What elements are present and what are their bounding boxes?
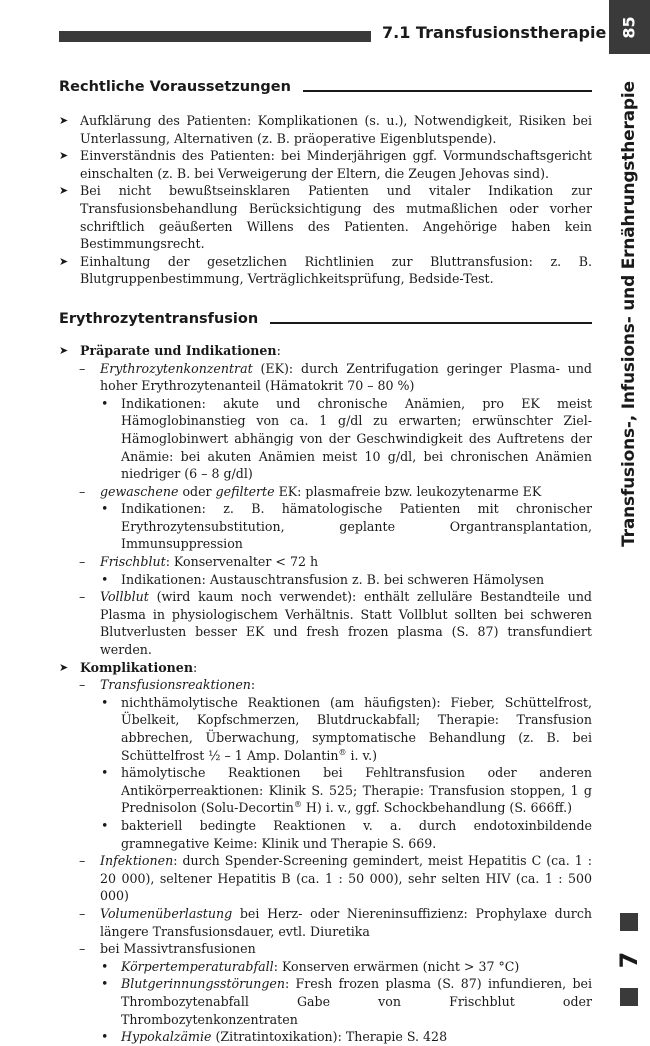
page-number: 85 (619, 15, 639, 39)
list-item: • Indikationen: Austauschtransfusion z. B. bei schweren Hämolysen (101, 571, 545, 587)
dash-marker: – (79, 483, 86, 499)
chapter-side-title: Transfusions-, Infusions- und Ernährungstherapie (619, 81, 639, 547)
bullet-marker: • (101, 1029, 109, 1045)
list-item: – Transfusionsreaktionen: (79, 677, 256, 693)
bullet-marker: • (101, 501, 109, 517)
bullet-marker: • (101, 958, 109, 974)
list-item: • Körpertemperaturabfall: Konserven erwärmen (nicht > 37 °C) (101, 958, 520, 974)
arrow-marker-icon: ➤ (59, 660, 69, 674)
list-item: • Indikationen: z. B. hämatologische Patienten mit chronischer Erythrozytensubstitution, geplante Organtransplantation, Immunsuppression (101, 501, 592, 552)
chapter-number: 7 (615, 951, 643, 969)
list-item: ➤ Präparate und Indikationen: (59, 342, 281, 358)
list-item: – Erythrozytenkonzentrat (EK): durch Zentrifugation geringer Plasma- und hoher Erythrozytenanteil (Hämatokrit 70 – 80 %) (79, 360, 592, 394)
section-title: Erythrozytentransfusion (59, 310, 259, 327)
arrow-marker-icon: ➤ (59, 254, 69, 268)
header-rule (59, 31, 371, 42)
arrow-marker-icon: ➤ (59, 114, 69, 127)
section-title: Rechtliche Voraussetzungen (59, 79, 291, 95)
running-header-title: 7.1 Transfusionstherapie (382, 23, 607, 42)
section-heading (59, 76, 592, 98)
list-item: ➤ Bei nicht bewußtseinsklaren Patienten und vitaler Indikation zur Transfusionsbehandlung Berücksichtigung des mutmaßlichen oder vorher schriftlich geäußerten Willens des Patienten. Angehörige haben kein Bestimmungsrecht. (59, 183, 592, 252)
list-item: ➤ Einhaltung der gesetzlichen Richtlinien zur Bluttransfusion: z. B. Blutgruppenbestimmung, Verträglichkeitsprüfung, Bedside-Test. (59, 253, 592, 287)
page-number-tab (609, 0, 650, 54)
section-rule (270, 322, 592, 324)
dash-marker: – (79, 589, 86, 605)
list-item: • hämolytische Reaktionen bei Fehltransfusion oder anderen Antikörperreaktionen: Klinik S. 525; Therapie: Transfusion stoppen, 1 g Prednisolon (Solu-Decortin® H) i. v., ggf. Schockbehandlung (S. 666ff.) (101, 765, 592, 816)
arrow-marker-icon: ➤ (59, 149, 69, 163)
bullet-marker: • (101, 817, 109, 833)
list-item: ➤ Komplikationen: (59, 659, 198, 675)
section-rule (303, 90, 592, 92)
list-item: – Frischblut: Konservenalter < 72 h (79, 554, 319, 570)
bullet-marker: • (101, 976, 109, 992)
list-item: – bei Massivtransfusionen (79, 941, 256, 957)
bullet-marker: • (101, 694, 109, 710)
page-content (59, 76, 592, 1046)
dash-marker: – (79, 853, 86, 869)
chapter-marker-square-bottom (620, 988, 638, 1006)
list-item: • Indikationen: akute und chronische Anämien, pro EK meist Hämoglobinanstieg von ca. 1 g/dl zu erwarten; erwünschter Ziel-Hämoglobinwert abhängig von der Geschwindigkeit des Auftretens der Anämie: bei akuten Anämien meist 10 g/dl, bei chronischen Anämien niedriger (6 – 8 g/dl) (101, 395, 592, 482)
arrow-marker-icon: ➤ (59, 343, 69, 357)
list-item: • nichthämolytische Reaktionen (am häufigsten): Fieber, Schüttelfrost, Übelkeit, Kopfschmerzen, Blutdruckabfall; Therapie: Transfusion abbrechen, Überwachung, symptomatische Behandlung (z. B. bei Schüttelfrost ½ – 1 Amp. Dolantin® i. v.) (101, 694, 592, 763)
list-item: • Blutgerinnungsstörungen: Fresh frozen plasma (S. 87) infundieren, bei Thrombozytenabfall Gabe von Frischblut oder Thrombozytenkonzentraten (101, 976, 592, 1027)
dash-marker: – (79, 677, 86, 693)
list-item: • bakteriell bedingte Reaktionen v. a. durch endotoxinbildende gramnegative Keime: Klinik und Therapie S. 669. (101, 817, 592, 851)
list-item: ➤ Einverständnis des Patienten: bei Minderjährigen ggf. Vormundschaftsgericht einschalten (z. B. bei Verweigerung der Eltern, die Zeugen Jehovas sind). (59, 148, 592, 181)
list-item: – gewaschene oder gefilterte EK: plasmafreie bzw. leukozytenarme EK (79, 483, 542, 499)
section-heading (59, 308, 592, 330)
dash-marker: – (79, 941, 86, 957)
arrow-marker-icon: ➤ (59, 184, 69, 198)
chapter-marker-square-top (620, 913, 638, 931)
list-item: ➤ Aufklärung des Patienten: Komplikationen (s. u.), Notwendigkeit, Risiken bei Unterlassung, Alternativen (z. B. präoperative Eigenblutspende). (59, 113, 592, 146)
bullet-marker: • (101, 765, 109, 781)
dash-marker: – (79, 905, 86, 921)
bullet-marker: • (101, 571, 109, 587)
list-item: – Vollblut (wird kaum noch verwendet): enthält zelluläre Bestandteile und Plasma in physiologischem Verhältnis. Statt Vollblut sollten bei schweren Blutverlusten besser EK und fresh frozen plasma (S. 87) transfundiert werden. (79, 589, 592, 658)
list-item: – Volumenüberlastung bei Herz- oder Niereninsuffizienz: Prophylaxe durch längere Transfusionsdauer, evtl. Diuretika (79, 905, 592, 939)
list-item: – Infektionen: durch Spender-Screening gemindert, meist Hepatitis C (ca. 1 : 20 000), seltener Hepatitis B (ca. 1 : 50 000), sehr selten HIV (ca. 1 : 500 000) (79, 853, 592, 904)
dash-marker: – (79, 360, 86, 376)
bullet-marker: • (101, 395, 109, 411)
dash-marker: – (79, 554, 86, 570)
list-item: • Hypokalzämie (Zitratintoxikation): Therapie S. 428 (101, 1029, 448, 1045)
